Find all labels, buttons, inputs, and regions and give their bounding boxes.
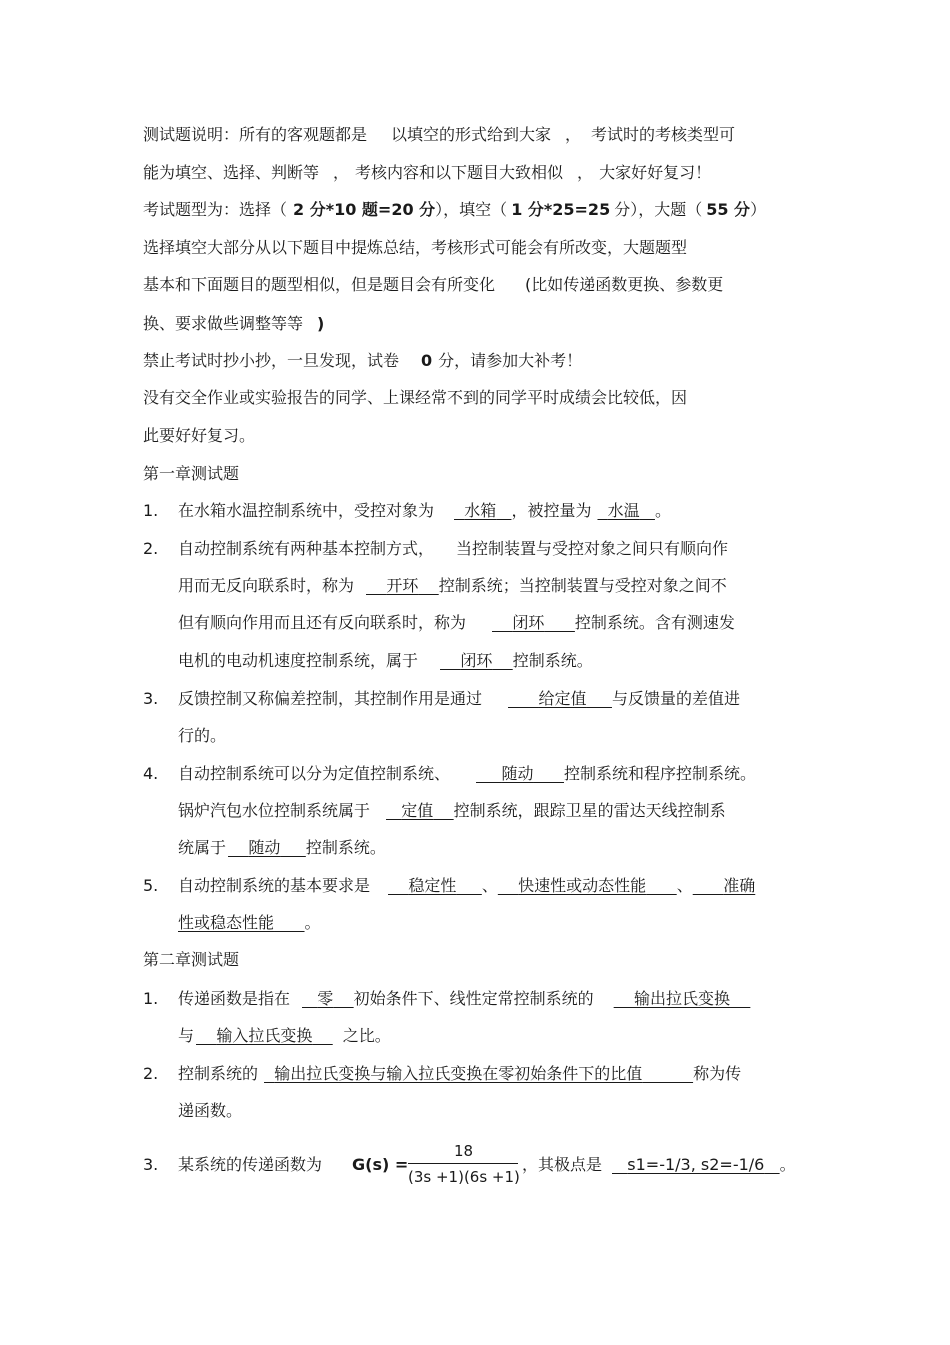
ch1-q2-line-3: 但有顺向作用而且还有反向联系时，称为 闭环 控制系统。含有测速发 <box>178 613 735 632</box>
ch2-q3-text: 某系统的传递函数为 <box>178 1155 323 1174</box>
transfer-function-symbol: G(s) = <box>352 1155 409 1174</box>
ch1-q1: 在水箱水温控制系统中，受控对象为 水箱 ，被控量为 水温 。 <box>178 501 671 520</box>
ch1-q2-number: 2. <box>143 539 159 558</box>
ch2-q2-number: 2. <box>143 1064 159 1083</box>
ch1-q3-line-1: 反馈控制又称偏差控制，其控制作用是通过 给定值 与反馈量的差值进 <box>178 689 740 708</box>
ch1-q5-number: 5. <box>143 876 159 895</box>
ch1-q4-number: 4. <box>143 764 159 783</box>
ch1-q5-line-1: 自动控制系统的基本要求是 稳定性 、 快速性或动态性能 、 准确 <box>178 876 756 895</box>
intro-line-7: 禁止考试时抄小抄，一旦发现，试卷 0 分，请参加大补考！ <box>143 351 583 370</box>
ch1-q4-line-3: 统属于 随动 控制系统。 <box>178 838 386 857</box>
fraction-bar <box>408 1163 518 1164</box>
intro-line-4: 选择填空大部分从以下题目中提炼总结，考核形式可能会有所改变，大题题型 <box>143 238 688 257</box>
ch2-q2-line-1: 控制系统的 输出拉氏变换与输入拉氏变换在零初始条件下的比值 称为传 <box>178 1064 742 1083</box>
intro-line-8: 没有交全作业或实验报告的同学、上课经常不到的同学平时成绩会比较低，因 <box>143 388 688 407</box>
ch1-q3-line-2: 行的。 <box>178 726 227 745</box>
intro-line-3: 考试题型为：选择（ 2 分*10 题=20 分），填空（ 1 分*25=25 分），大题（ 55 分） <box>143 200 767 219</box>
ch1-q5-line-2: 性或稳态性能 。 <box>178 913 321 932</box>
ch2-q3-tail: ，其极点是 s1=-1/3, s2=-1/6 。 <box>522 1155 796 1174</box>
intro-line-5: 基本和下面题目的题型相似，但是题目会有所变化 (比如传递函数更换、参数更 <box>143 275 724 294</box>
ch2-q1-line-2: 与 输入拉氏变换 之比。 <box>178 1026 391 1045</box>
chapter-2-title: 第二章测试题 <box>143 950 240 969</box>
intro-line-2: 能为填空、选择、判断等 ， 考核内容和以下题目大致相似 ， 大家好好复习！ <box>143 163 712 182</box>
ch1-q4-line-2: 锅炉汽包水位控制系统属于 定值 控制系统，跟踪卫星的雷达天线控制系 <box>178 801 726 820</box>
ch2-q1-line-1: 传递函数是指在 零 初始条件下、线性定常控制系统的 输出拉氏变换 <box>178 989 731 1008</box>
ch1-q4-line-1: 自动控制系统可以分为定值控制系统、 随动 控制系统和程序控制系统。 <box>178 764 756 783</box>
ch1-q2-line-1: 自动控制系统有两种基本控制方式， 当控制装置与受控对象之间只有顺向作 <box>178 539 729 558</box>
ch2-q2-line-2: 递函数。 <box>178 1101 243 1120</box>
ch1-q2-line-4: 电机的电动机速度控制系统，属于 闭环 控制系统。 <box>178 651 593 670</box>
ch1-q1-number: 1. <box>143 501 159 520</box>
chapter-1-title: 第一章测试题 <box>143 464 240 483</box>
intro-line-9: 此要好好复习。 <box>143 426 256 445</box>
fraction-denominator: (3s +1)(6s +1) <box>408 1168 520 1186</box>
ch1-q3-number: 3. <box>143 689 159 708</box>
fraction-numerator: 18 <box>454 1142 474 1160</box>
intro-line-1: 测试题说明：所有的客观题都是 以填空的形式给到大家 ， 考试时的考核类型可 <box>143 125 736 144</box>
ch1-q2-line-2: 用而无反向联系时，称为 开环 控制系统；当控制装置与受控对象之间不 <box>178 576 727 595</box>
ch2-q1-number: 1. <box>143 989 159 1008</box>
ch2-q3-number: 3. <box>143 1155 159 1174</box>
intro-line-6: 换、要求做些调整等等 ) <box>143 314 325 333</box>
